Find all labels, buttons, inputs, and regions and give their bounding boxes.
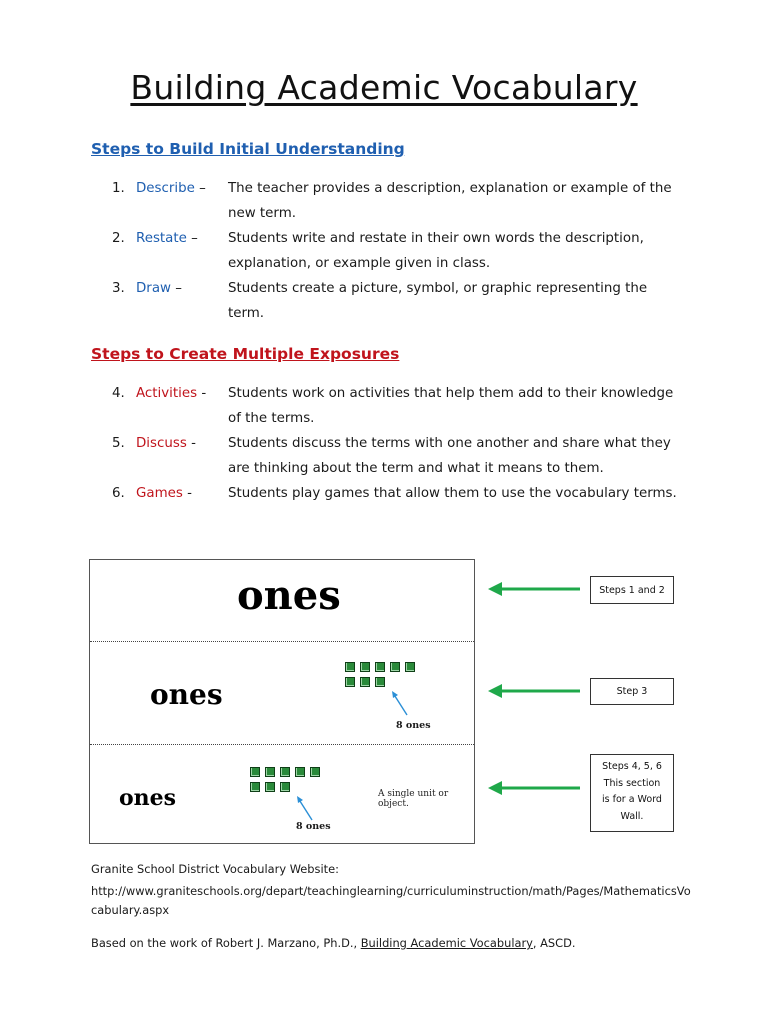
step-number: 5. <box>112 436 125 451</box>
steps-list-exposures <box>112 381 692 506</box>
word-panel <box>90 560 474 642</box>
unit-cube-icon <box>360 677 370 687</box>
unit-cube-icon <box>250 782 260 792</box>
picture-panel <box>90 642 474 745</box>
step-number: 3. <box>112 281 125 296</box>
left-arrow-icon <box>486 780 582 796</box>
callout-line: Steps 4, 5, 6 <box>602 761 662 772</box>
step-term: Describe <box>136 181 195 196</box>
step-description: Students write and restate in their own words the description, explanation, or example given in class. <box>228 231 644 271</box>
step-item-games <box>112 481 692 506</box>
step-description: Students play games that allow them to use the vocabulary terms. <box>228 486 677 501</box>
callout-step-3: Step 3 <box>590 678 674 705</box>
callout-line: Wall. <box>620 810 644 822</box>
definition-text: A single unit or object. <box>378 789 449 809</box>
section-heading-multiple-exposures: Steps to Create Multiple Exposures <box>91 345 400 363</box>
unit-cube-icon <box>405 662 415 672</box>
step-item-draw <box>112 276 692 326</box>
callout-steps-1-2: Steps 1 and 2 <box>590 576 674 604</box>
step-dash: - <box>187 486 192 501</box>
count-label: 8 ones <box>396 720 431 731</box>
page-title: Building Academic Vocabulary <box>130 68 638 107</box>
step-term: Draw <box>136 281 171 296</box>
unit-cube-icon <box>345 662 355 672</box>
unit-cube-icon <box>295 767 305 777</box>
step-number: 2. <box>112 231 125 246</box>
left-arrow-icon <box>486 683 582 699</box>
unit-cube-icon <box>375 662 385 672</box>
callout-line: is for a Word <box>602 794 662 805</box>
unit-cube-icon <box>265 767 275 777</box>
vocabulary-example-figure <box>89 559 475 844</box>
unit-cube-icon <box>280 767 290 777</box>
section-heading-initial-understanding: Steps to Build Initial Understanding <box>91 140 405 158</box>
step-dash: – <box>191 231 198 246</box>
book-title: Building Academic Vocabulary <box>360 936 533 950</box>
unit-cube-icon <box>250 767 260 777</box>
credit-line <box>91 936 576 950</box>
steps-list-initial <box>112 176 692 326</box>
step-dash: – <box>199 181 206 196</box>
step-item-describe <box>112 176 692 226</box>
step-description: The teacher provides a description, explanation or example of the new term. <box>228 181 672 221</box>
vocabulary-word: ones <box>119 785 177 811</box>
unit-cube-icon <box>280 782 290 792</box>
unit-cube-icon <box>345 677 355 687</box>
website-url: http://www.graniteschools.org/depart/teachinglearning/curriculuminstruction/math/Pages/MathematicsVocabulary.aspx <box>91 884 691 917</box>
step-description: Students create a picture, symbol, or graphic representing the term. <box>228 281 648 321</box>
step-description: Students discuss the terms with one another and share what they are thinking about the term and what it means to them. <box>228 436 671 476</box>
pointer-arrow-icon <box>390 690 412 720</box>
count-label: 8 ones <box>296 821 331 832</box>
unit-cube-icon <box>310 767 320 777</box>
unit-cube-icon <box>390 662 400 672</box>
unit-cube-icon <box>265 782 275 792</box>
step-number: 4. <box>112 386 125 401</box>
vocabulary-word: ones <box>150 678 223 711</box>
step-dash: – <box>175 281 182 296</box>
step-item-discuss <box>112 431 692 481</box>
website-label: Granite School District Vocabulary Website: <box>91 862 339 876</box>
step-term: Restate <box>136 231 187 246</box>
step-item-activities <box>112 381 692 431</box>
credit-prefix: Based on the work of Robert J. Marzano, Ph.D., <box>91 936 361 950</box>
step-item-restate <box>112 226 692 276</box>
step-term: Discuss <box>136 436 187 451</box>
unit-cube-icon <box>360 662 370 672</box>
step-number: 6. <box>112 486 125 501</box>
unit-cube-icon <box>375 677 385 687</box>
vocabulary-word: ones <box>237 572 341 619</box>
step-number: 1. <box>112 181 125 196</box>
step-description: Students work on activities that help them add to their knowledge of the terms. <box>228 386 674 426</box>
word-wall-panel <box>90 745 474 844</box>
step-term: Activities <box>136 386 198 401</box>
credit-suffix: , ASCD. <box>532 936 576 950</box>
callout-steps-4-5-6 <box>590 754 674 832</box>
step-term: Games <box>136 486 183 501</box>
step-dash: - <box>201 386 207 401</box>
left-arrow-icon <box>486 581 582 597</box>
step-dash: - <box>191 436 196 451</box>
callout-line: This section <box>603 777 661 789</box>
